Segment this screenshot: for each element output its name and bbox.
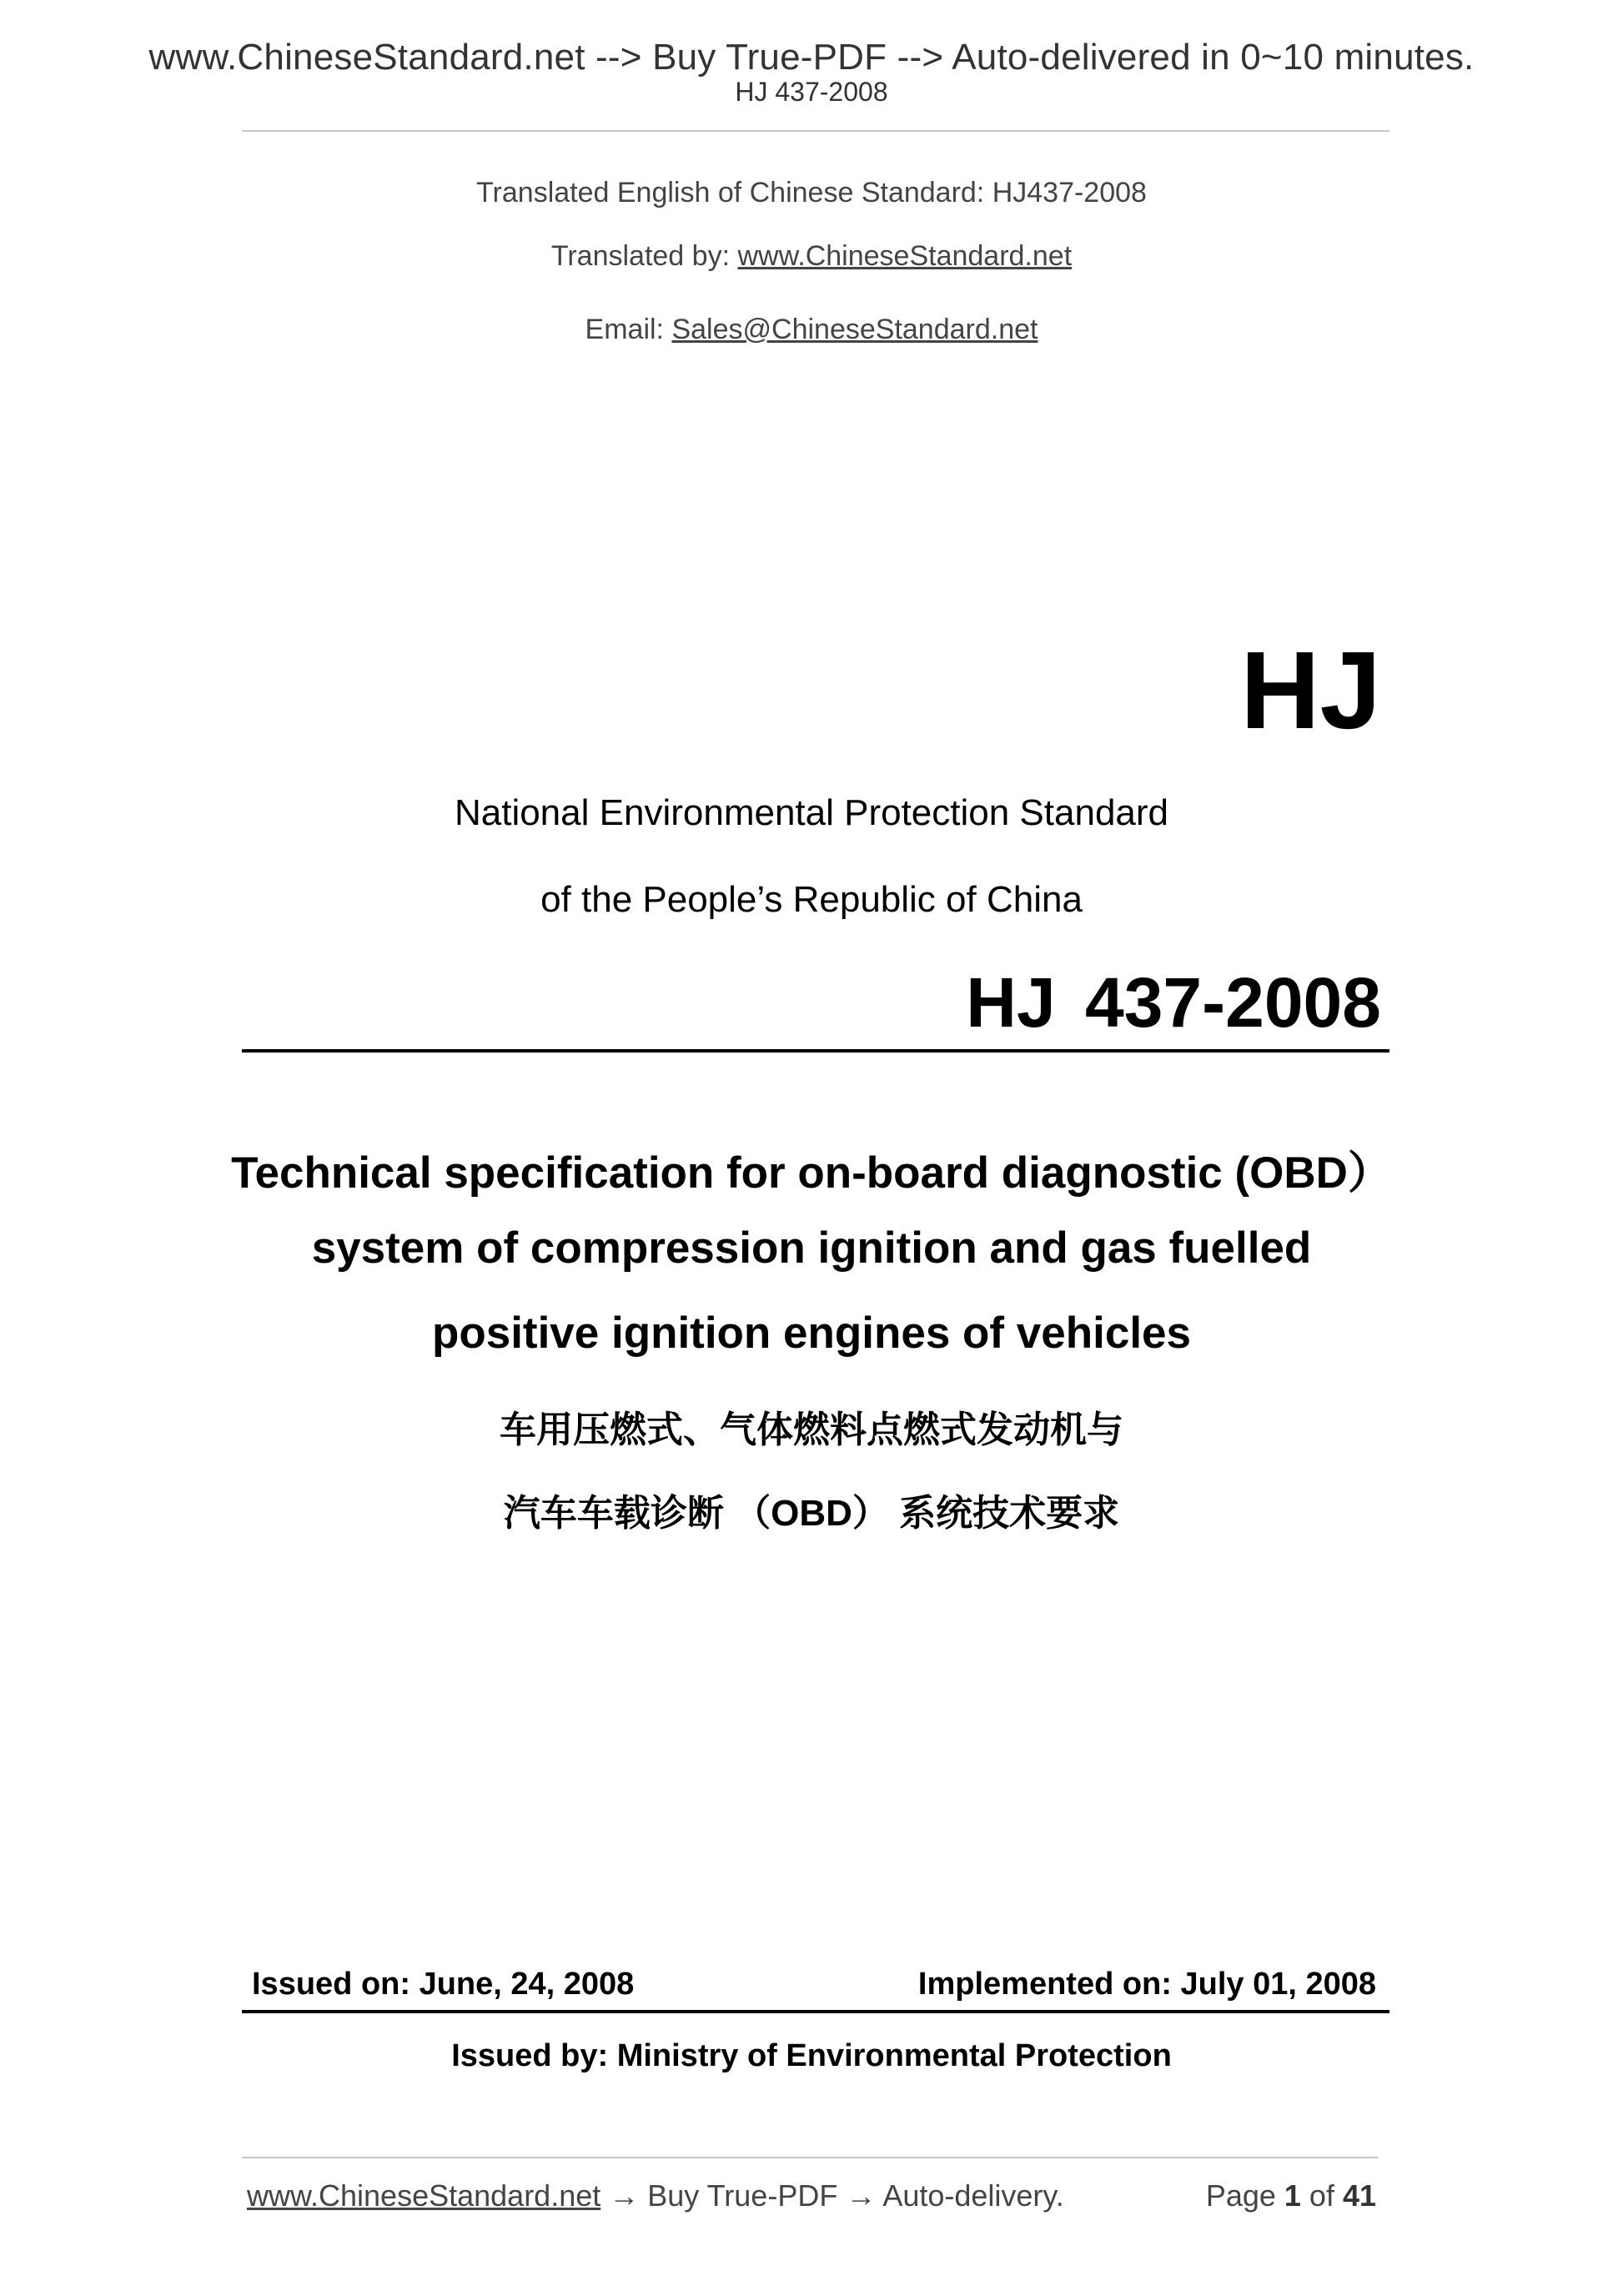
translated-standard-line: Translated English of Chinese Standard: HJ437-2008 — [476, 177, 1147, 208]
header-banner: www.ChineseStandard.net --> Buy True-PDF --> Auto-delivered in 0~10 minutes. — [148, 37, 1475, 78]
sales-email-link[interactable]: Sales@ChineseStandard.net — [671, 314, 1038, 345]
national-standard-line-2: of the People’s Republic of China — [540, 879, 1083, 920]
email-label: Email: — [585, 314, 672, 345]
english-title-line-1: Technical specification for on-board diagnostic (OBD） — [231, 1148, 1392, 1198]
translated-by-label: Translated by: — [550, 240, 738, 272]
footer-tagline: → Buy True-PDF → Auto-delivery. — [600, 2178, 1064, 2213]
translator-website-link[interactable]: www.ChineseStandard.net — [737, 240, 1073, 272]
english-title-line-3: positive ignition engines of vehicles — [431, 1309, 1191, 1358]
translated-by-line — [0, 240, 1623, 273]
page-of-label: of — [1300, 2178, 1343, 2213]
issued-by-line: Issued by: Ministry of Environmental Protection — [451, 2038, 1172, 2073]
page-indicator — [1206, 2178, 1376, 2213]
page-current: 1 — [1284, 2178, 1301, 2213]
header-divider — [242, 130, 1389, 132]
footer-website-link[interactable]: www.ChineseStandard.net — [247, 2178, 601, 2213]
standard-number-divider — [242, 1049, 1389, 1053]
issued-on-date: Issued on: June, 24, 2008 — [252, 1967, 635, 2002]
implemented-on-date: Implemented on: July 01, 2008 — [917, 1967, 1376, 2002]
email-line — [0, 314, 1623, 346]
english-title-line-2: system of compression ignition and gas fuelled — [311, 1223, 1312, 1273]
chinese-title-line-2: 汽车车载诊断 （OBD） 系统技术要求 — [503, 1493, 1120, 1534]
page-label: Page — [1205, 2178, 1284, 2213]
page-total: 41 — [1342, 2178, 1376, 2213]
standard-number: HJ 437-2008 — [966, 963, 1381, 1042]
footer-divider — [242, 2157, 1378, 2158]
dates-divider — [242, 2010, 1389, 2013]
standard-series-mark: HJ — [1240, 629, 1381, 751]
footer-left — [247, 2178, 1064, 2213]
chinese-title-line-1: 车用压燃式、气体燃料点燃式发动机与 — [500, 1409, 1123, 1450]
header-standard-code: HJ 437-2008 — [735, 77, 888, 107]
national-standard-line-1: National Environmental Protection Standard — [454, 792, 1169, 833]
